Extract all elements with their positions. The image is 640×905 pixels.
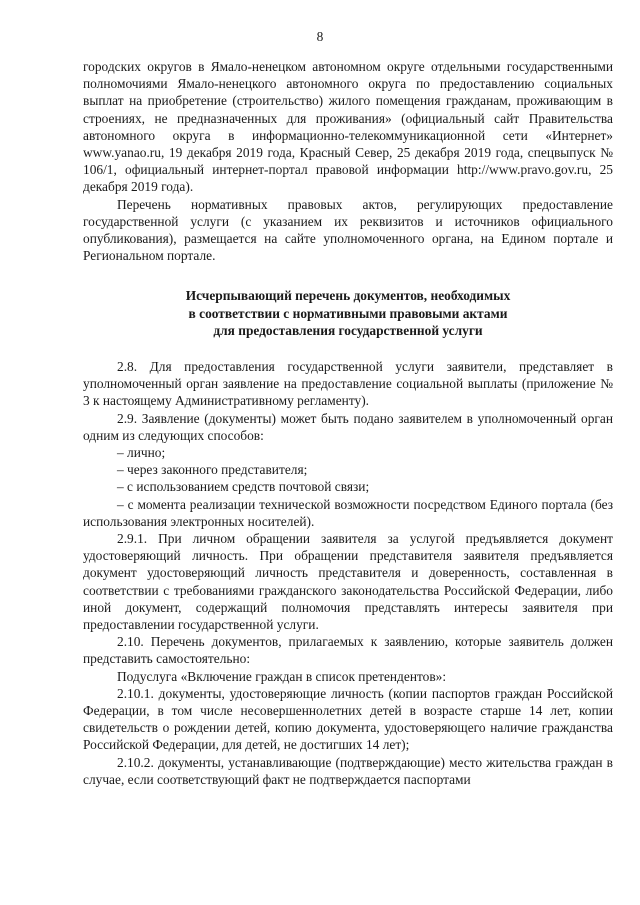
section-heading — [83, 287, 613, 340]
document-body — [83, 58, 613, 788]
paragraph-2-9: 2.9. Заявление (документы) может быть подано заявителем в уполномоченный орган одним из следующих способов: — [83, 410, 613, 443]
heading-line-1: Исчерпывающий перечень документов, необходимых — [185, 288, 511, 304]
list-item-portal: – с момента реализации технической возможности посредством Единого портала (без использования электронных носителей). — [83, 496, 613, 529]
heading-line-3: для предоставления государственной услуги — [213, 323, 483, 339]
paragraph-2-10-2: 2.10.2. документы, устанавливающие (подтверждающие) место жительства граждан в случае, если соответствующий факт не подтверждается паспортами — [83, 754, 613, 787]
paragraph-2-9-1: 2.9.1. При личном обращении заявителя за услугой предъявляется документ удостоверяющий личность. При обращении представителя заявителя предъявляется документ удостоверяющий личность представителя и доверенность, составленная в соответствии с требованиями гражданского законодательства Российской Федерации, либо иной документ, содержащий полномочия представлять интересы заявителя при предоставлении государственной услуги. — [83, 530, 613, 632]
heading-line-2: в соответствии с нормативными правовыми актами — [188, 305, 508, 321]
list-item-postal: – с использованием средств почтовой связи; — [117, 479, 370, 495]
list-item-personally: – лично; — [117, 444, 166, 460]
page-number: 8 — [316, 29, 324, 44]
list-item-representative: – через законного представителя; — [117, 462, 308, 478]
paragraph-2-8: 2.8. Для предоставления государственной услуги заявители, представляет в уполномоченный орган заявление на предоставление социальной выплаты (приложение № 3 к настоящему Административному регламенту). — [83, 358, 613, 409]
paragraph-normative-acts: Перечень нормативных правовых актов, регулирующих предоставление государственной услуги (с указанием их реквизитов и источников официального опубликования), размещается на сайте уполномоченного органа, на Едином портале и Региональном портале. — [83, 196, 613, 264]
paragraph-subservice: Подуслуга «Включение граждан в список претендентов»: — [117, 668, 447, 684]
paragraph-2-10-1: 2.10.1. документы, удостоверяющие личность (копии паспортов граждан Российской Федерации, в том числе несовершеннолетних детей в возрасте старше 14 лет, копии свидетельств о рождении детей, копию документа, удостоверяющего наличие гражданства Российской Федерации, для детей, не достигших 14 лет); — [83, 685, 613, 753]
paragraph-legal-source: городских округов в Ямало-ненецком автономном округе отдельными государственными полномочиями Ямало-ненецкого автономного округа по предоставлению социальных выплат на приобретение (строительство) жилого помещения гражданам, проживающим в строениях, не предназначенных для проживания» (официальный сайт Правительства автономного округа в информационно-телекоммуникационной сети «Интернет» www.yanao.ru, 19 декабря 2019 года, Красный Север, 25 декабря 2019 года, спецвыпуск № 106/1, официальный интернет-портал правовой информации http://www.pravo.gov.ru, 25 декабря 2019 года). — [83, 59, 613, 195]
paragraph-2-10: 2.10. Перечень документов, прилагаемых к заявлению, которые заявитель должен представить самостоятельно: — [83, 634, 613, 667]
